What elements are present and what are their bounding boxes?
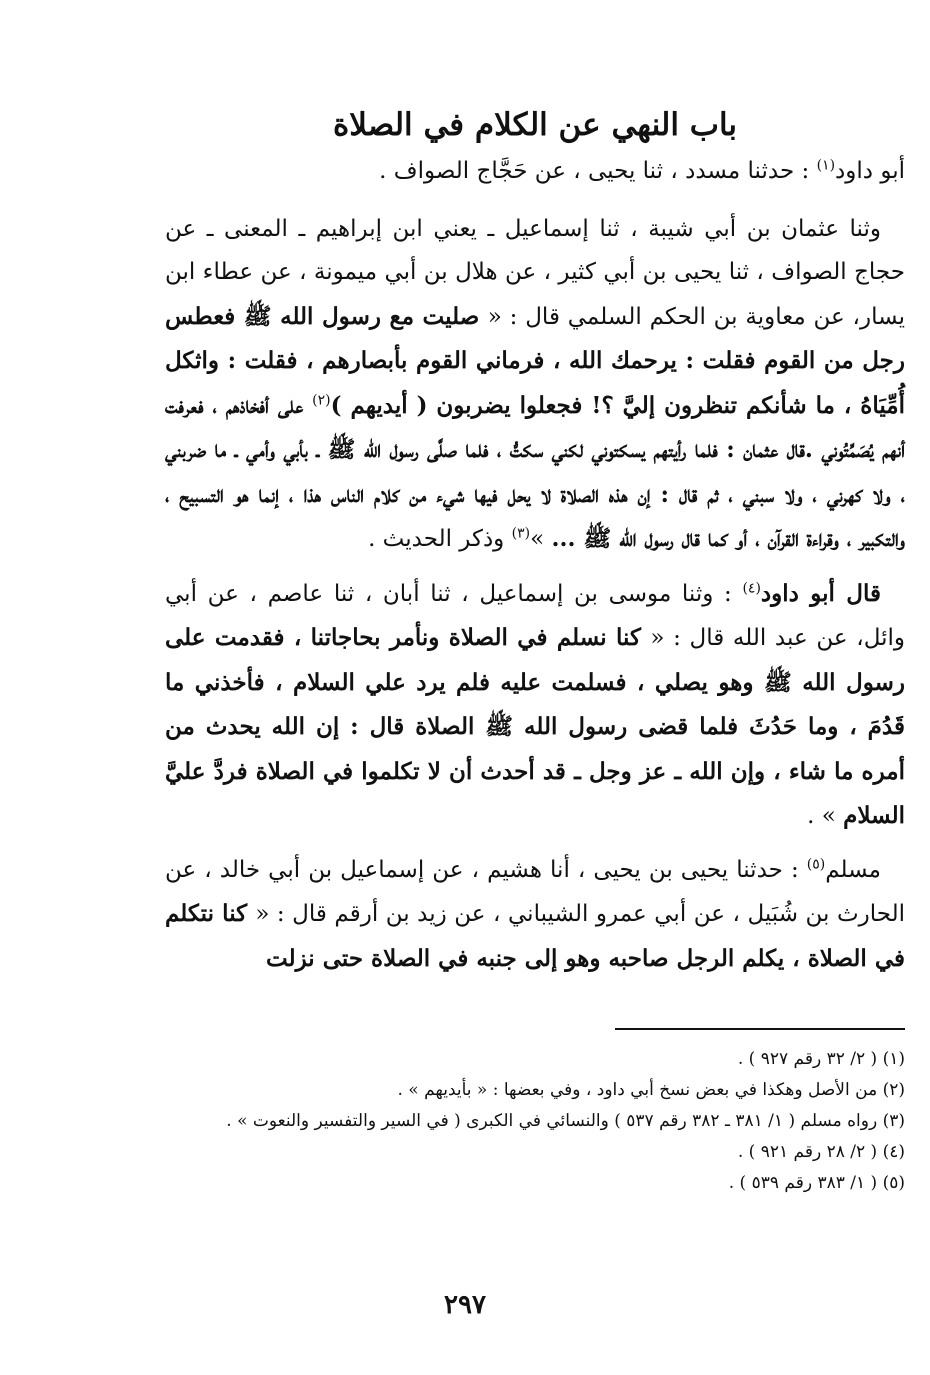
text-segment: على أفخاذهم ، فعرفت أنهم يُصَمِّتُوني .قال عثمان : فلما رأيتهم يسكتوني لكني سكتُّ ، فلما صلَّى رسول الله ﷺ ـ بأبي وأمي ـ ما ضربني ، ولا كهرني ، ولا سبني ، ثم قال : إن هذه الصلاة لا يحل فيها شيء من كلام الناس هذا ، إنما هو التسبيح ، والتكبير ، وقراءة القرآن ، أو كما قال رسول الله ﷺ ... xyxy=(165,391,906,552)
text-segment: أبو داود xyxy=(835,158,905,184)
footnote-divider xyxy=(615,1028,905,1030)
footnote-ref: (٣) xyxy=(511,525,531,542)
text-segment: » . xyxy=(807,803,844,829)
text-segment: » xyxy=(530,526,552,552)
page-number: ٢٩٧ xyxy=(444,1290,486,1320)
text-segment: صليت مع رسول الله ﷺ فعطس رجل من القوم فقلت : يرحمك الله ، فرماني القوم بأبصارهم ، فقلت : واثكل أُمِّيَاهُ ، ما شأنكم تنظرون إليَّ ؟! فجعلوا يضربون ( أيديهم ) xyxy=(165,302,905,419)
footnote-3: (٣) رواه مسلم ( ١/ ٣٨١ ـ ٣٨٢ رقم ٥٣٧ ) والنسائي في الكبرى ( في السير والتفسير والنعوت » . xyxy=(226,1111,905,1131)
text-segment: وثنا عثمان بن أبي شيبة ، ثنا إسماعيل ـ يعني ابن إبراهيم ـ المعنى ـ عن حجاج الصواف ، ثنا يحيى بن أبي كثير ، عن هلال بن أبي ميمونة ، عن عطاء ابن يسار، عن معاوية بن الحكم السلمي قال : « xyxy=(165,215,906,330)
text-segment: وذكر الحديث . xyxy=(368,526,512,552)
text-segment: كنا نسلم في الصلاة ونأمر بحاجاتنا ، فقدمت على رسول الله ﷺ وهو يصلي ، فسلمت عليه فلم يرد علي السلام ، فأخذني ما قَدُمَ ، وما حَدُثَ فلما قضى رسول الله ﷺ الصلاة قال : إن الله يحدث من أمره ما شاء ، وإن الله ـ عز وجل ـ قد أحدث أن لا تكلموا في الصلاة فردَّ عليَّ السلام xyxy=(165,624,905,829)
footnote-ref: (٢) xyxy=(312,391,331,408)
footnote-ref: (٤) xyxy=(742,579,761,596)
text-segment: قال أبو داود xyxy=(760,579,881,607)
footnote-2: (٢) من الأصل وهكذا في بعض نسخ أبي داود ، وفي بعضها : « بأيديهم » . xyxy=(397,1080,905,1100)
paragraph-2 xyxy=(165,208,905,562)
footnote-ref: (٥) xyxy=(806,855,826,872)
page-body xyxy=(165,100,905,981)
chapter-title: باب النهي عن الكلام في الصلاة xyxy=(332,107,738,143)
text-segment: : وثنا موسى بن إسماعيل ، ثنا أبان ، ثنا عاصم ، عن أبي وائل، عن عبد الله قال : « xyxy=(165,580,906,651)
footnote-ref: (١) xyxy=(816,157,836,174)
paragraph-3 xyxy=(165,572,905,839)
footnote-5: (٥) ( ١/ ٣٨٣ رقم ٥٣٩ ) . xyxy=(728,1173,905,1193)
paragraph-4 xyxy=(165,849,905,982)
footnote-4: (٤) ( ٢/ ٢٨ رقم ٩٢١ ) . xyxy=(737,1142,905,1162)
paragraph-1 xyxy=(165,150,905,194)
text-segment: مسلم xyxy=(825,856,881,883)
footnotes xyxy=(165,1044,905,1199)
footnote-1: (١) ( ٢/ ٣٢ رقم ٩٢٧ ) . xyxy=(737,1049,905,1069)
text-segment: : حدثنا يحيى بن يحيى ، أنا هشيم ، عن إسماعيل بن أبي خالد ، عن الحارث بن شُبَيل ، عن أبي عمرو الشيباني ، عن زيد بن أرقم قال : « xyxy=(165,856,905,927)
main-text xyxy=(165,150,905,981)
text-segment: كنا نتكلم في الصلاة ، يكلم الرجل صاحبه وهو إلى جنبه في الصلاة حتى نزلت xyxy=(165,900,905,972)
text-segment: : حدثنا مسدد ، ثنا يحيى ، عن حَجَّاج الصواف . xyxy=(379,158,817,184)
